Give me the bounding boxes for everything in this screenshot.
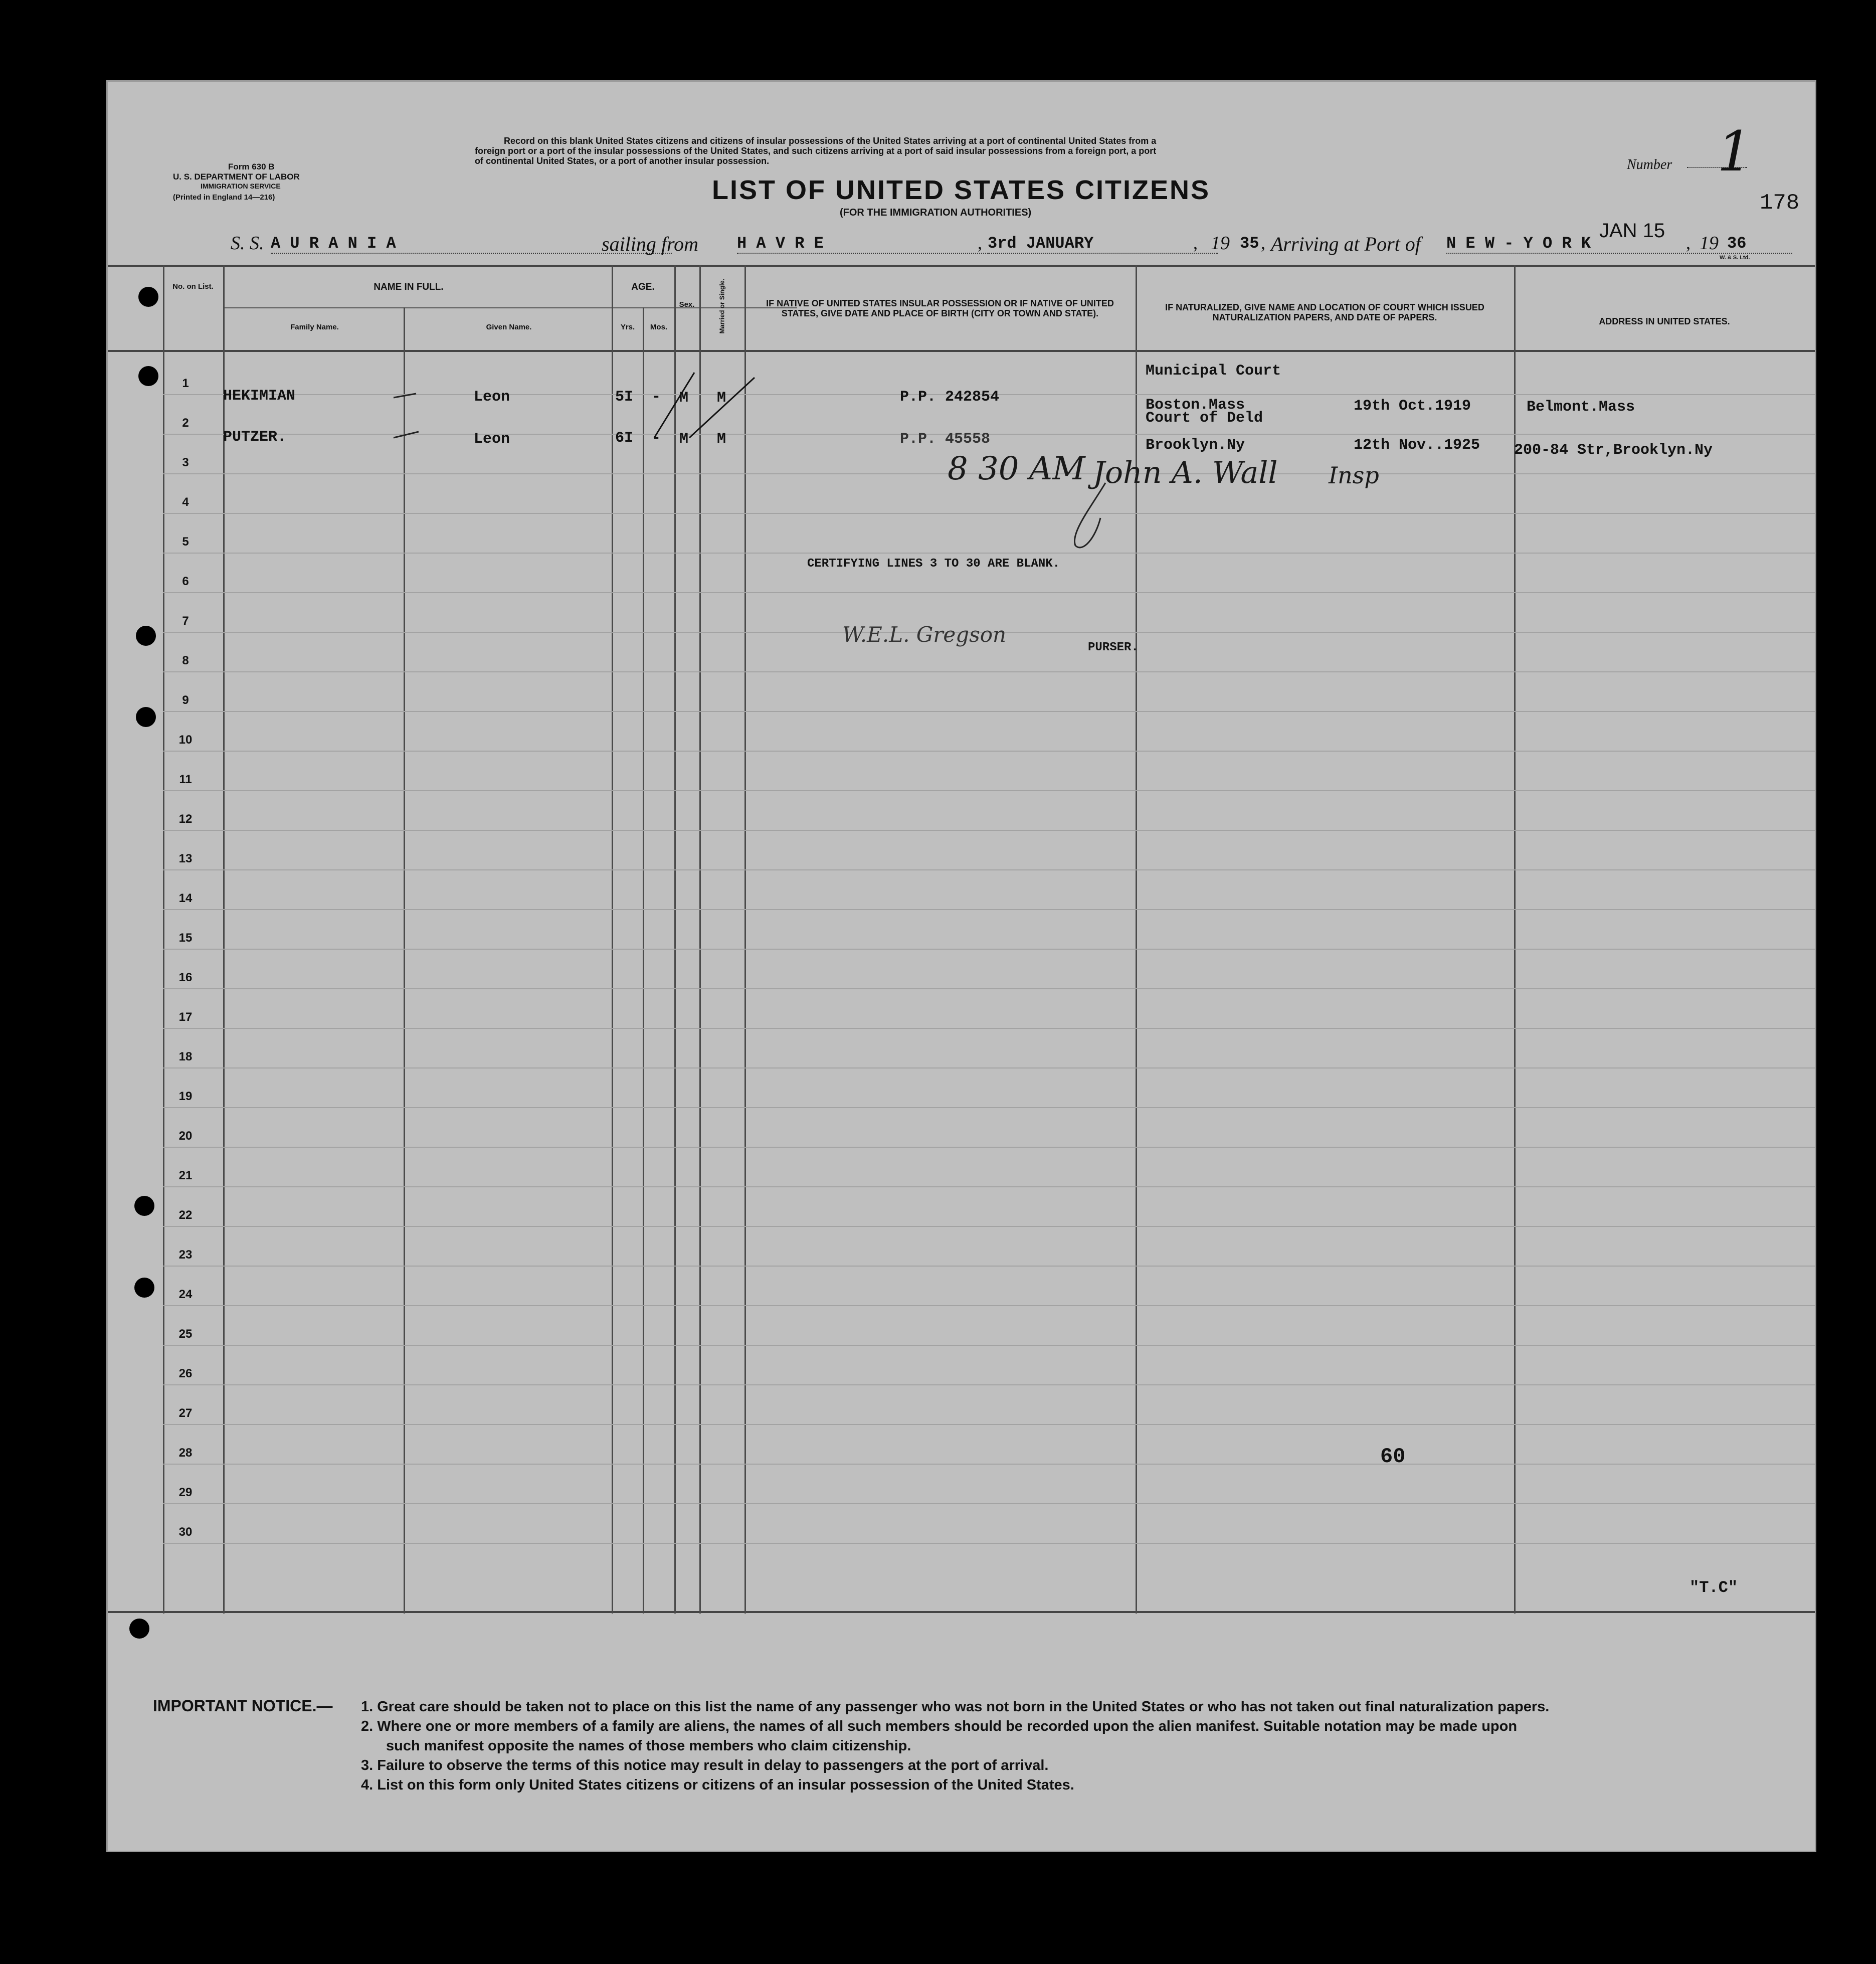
col-line-native <box>744 265 746 1614</box>
punch-hole <box>129 1619 149 1639</box>
header-subdivider <box>223 307 797 308</box>
line-number: 19 <box>178 1090 193 1103</box>
header-naturalized: IF NATURALIZED, GIVE NAME AND LOCATION OF COURT WHICH ISSUED NATURALIZATION PAPERS, AND DATE OF PAPERS. <box>1165 302 1484 322</box>
row-line <box>163 711 1815 712</box>
line-number: 18 <box>178 1050 193 1063</box>
row-line <box>163 1266 1815 1267</box>
purser-label: PURSER. <box>1088 641 1139 654</box>
row-1-given-name: Leon <box>474 389 510 406</box>
line-number: 10 <box>178 733 193 747</box>
certifying-note: CERTIFYING LINES 3 TO 30 ARE BLANK. <box>807 557 1060 571</box>
row-line <box>163 988 1815 989</box>
row-line <box>163 869 1815 870</box>
row-1-address: Belmont.Mass <box>1527 399 1635 416</box>
header-sex: Sex. <box>679 300 695 309</box>
row-1-court-name: Municipal Court <box>1146 363 1281 380</box>
departure-date: 3rd JANUARY <box>988 234 1218 254</box>
tick-marks <box>639 363 760 443</box>
row-1-marital: M <box>717 390 726 407</box>
line-number: 25 <box>178 1327 193 1341</box>
year-prefix-2: 19 <box>1700 233 1719 254</box>
line-number: 22 <box>178 1208 193 1222</box>
page-title: LIST OF UNITED STATES CITIZENS <box>712 175 1210 205</box>
row-1-court-date: 19th Oct.1919 <box>1354 398 1471 415</box>
line-number: 17 <box>178 1010 193 1024</box>
row-line <box>163 830 1815 831</box>
inspector-signature: John A. Wall <box>1093 455 1278 490</box>
line-number: 21 <box>178 1169 193 1182</box>
line-number: 2 <box>182 416 189 430</box>
row-line <box>163 1503 1815 1504</box>
arrival-year: 36 <box>1727 234 1747 253</box>
row-line <box>163 1147 1815 1148</box>
row-line <box>163 790 1815 791</box>
line-number: 5 <box>182 535 189 549</box>
purser-signature: W.E.L. Gregson <box>842 622 1007 647</box>
row-line <box>163 909 1815 910</box>
instruction-line-1: Record on this blank United States citizens and citizens of insular possessions of the United States arriving at a port of continental United States from a <box>504 136 1157 146</box>
row-1-age-yrs: 5I <box>615 389 634 406</box>
col-line-sex <box>674 265 676 1614</box>
line-number: 8 <box>182 654 189 667</box>
line-number: 15 <box>178 931 193 945</box>
notice-item-2: 2. Where one or more members of a family are aliens, the names of all such members should be recorded upon the alien manifest. Suitable notation may be made upon <box>361 1718 1518 1734</box>
number-label: Number <box>1627 157 1672 172</box>
page-stamp: 178 <box>1760 191 1800 216</box>
notice-item-1: 1. Great care should be taken not to place on this list the name of any passenger who was not born in the United States or who has not taken out final naturalization papers. <box>361 1699 1550 1715</box>
line-number: 12 <box>178 812 193 826</box>
row-line <box>163 1543 1815 1544</box>
row-2-native: P.P. 45558 <box>900 431 991 448</box>
inspector-suffix: Insp <box>1329 462 1379 489</box>
table-top-border <box>108 265 1815 267</box>
row-line <box>163 671 1815 672</box>
line-number: 1 <box>182 377 189 390</box>
year-prefix-1: 19 <box>1211 233 1230 254</box>
row-2-sex: M <box>679 431 689 448</box>
row-2-family-name: PUTZER. <box>223 429 287 446</box>
ship-name: A U R A N I A <box>271 234 672 254</box>
row-line <box>163 949 1815 950</box>
line-number: 23 <box>178 1248 193 1262</box>
header-given-name: Given Name. <box>486 323 532 331</box>
count-stamp: 60 <box>1380 1445 1406 1469</box>
printed-note: (Printed in England 14—216) <box>173 193 275 202</box>
header-yrs: Yrs. <box>620 323 635 331</box>
row-line <box>163 592 1815 593</box>
row-line <box>163 1186 1815 1187</box>
line-number: 3 <box>182 456 189 469</box>
row-line <box>163 1067 1815 1068</box>
row-line <box>163 1226 1815 1227</box>
line-number: 9 <box>182 693 189 707</box>
header-address: ADDRESS IN UNITED STATES. <box>1599 316 1730 326</box>
line-number: 4 <box>182 495 189 509</box>
row-line <box>163 1107 1815 1108</box>
row-2-court-date: 12th Nov..1925 <box>1354 437 1480 454</box>
col-line-mos <box>643 307 644 1614</box>
row-2-court-location: Brooklyn.Ny <box>1146 437 1245 454</box>
time-note: 8 30 AM <box>948 450 1085 487</box>
punch-hole <box>134 1196 154 1216</box>
arrival-stamp: JAN 15 <box>1599 220 1665 242</box>
row-2-marital: M <box>717 431 726 448</box>
number-value: 1 <box>1717 119 1752 184</box>
row-line <box>163 1345 1815 1346</box>
header-mos: Mos. <box>650 323 668 331</box>
row-line <box>163 1464 1815 1465</box>
notice-item-3: 3. Failure to observe the terms of this notice may result in delay to passengers at the port of arrival. <box>361 1757 1049 1773</box>
header-age: AGE. <box>631 282 655 292</box>
line-number: 6 <box>182 575 189 588</box>
line-number: 30 <box>178 1525 193 1539</box>
header-bottom-border <box>108 350 1815 352</box>
departure-year: 35 <box>1240 234 1259 253</box>
row-1-native: P.P. 242854 <box>900 389 1000 406</box>
row-line <box>163 1384 1815 1385</box>
header-family-name: Family Name. <box>290 323 339 331</box>
ss-label: S. S. <box>231 233 264 254</box>
line-number: 24 <box>178 1288 193 1301</box>
line-number: 29 <box>178 1486 193 1499</box>
row-2-given-name: Leon <box>474 431 510 448</box>
col-line-given <box>404 307 405 1614</box>
signature-flourish <box>1060 478 1120 553</box>
punch-hole <box>136 626 156 646</box>
line-number: 13 <box>178 852 193 865</box>
header-married-single: Married or Single. <box>718 278 726 334</box>
line-number: 26 <box>178 1367 193 1380</box>
instruction-line-2: foreign port or a port of the insular possessions of the United States, and such citizens arriving at a port of said insular possessions from a foreign port, a port <box>475 146 1157 156</box>
notice-item-2-cont: such manifest opposite the names of those members who claim citizenship. <box>386 1738 911 1754</box>
manifest-sheet: Form 630 B U. S. DEPARTMENT OF LABOR IMMIGRATION SERVICE (Printed in England 14—216) Record on this blank United States citizens and citizens of insular possessions of the United States arriving at a port of continental United States from a foreign port or a port of the insular possessions of the United States, and such citizens arriving at a port of said insular possessions from a foreign port, a port of continental United States, or a port of another insular possession. LIST OF UNITED STATES CITIZENS (FOR THE IMMIGRATION AUTHORITIES) Number 1 178 S. S. A U R A N I A sailing from H A V R E , 3rd JANUARY , 19 35 , Arriving at Port of N E W - Y O R K JAN 15 , 19 36 W. & S. Ltd. No. on List. NAME IN FULL. Family Name. Given Name. AGE. Yrs. Mos. Sex. Married or Single. IF NATIVE OF UNITED STATES INSULAR POSSESSION OR IF NATIVE OF UNITED STATES, GIVE DATE AND PLACE OF BIRTH (CITY OR TOWN AND STATE). IF NATURALIZED, GIVE NAME AND LOCATION OF COURT WHICH ISSUED NATURALIZATION PAPERS, AND DATE OF PAPERS. ADDRESS IN UNITED STATES. 1 2 3 4 5 6 7 8 9 10 11 12 13 14 15 16 17 18 19 20 21 22 23 24 25 26 27 28 29 30 HEKIMIAN Leon 5I - M M P.P. 242854 Municipal Court Boston.Mass 19th Oct.1919 Belmont.Mass PUTZER. Leon 6I - M M P.P. 45558 Court of Deld Brooklyn.Ny 12th Nov..1925 200-84 Str,Brooklyn.Ny 8 30 AM John A. Wall Insp CERTIFYING LINES 3 TO 30 ARE BLANK. W.E.L. Gregson PURSER. 60 "T.C" IMPORTANT NOTICE.— 1. Great care should be taken not to place on this list the name of any passenger who was not born in the United States or who has not taken out final naturalization papers. 2. Where one or more members of a family are aliens, the names of all such members should be recorded upon the alien manifest. Suitable notation may be made upon such manifest opposite the names of those members who claim citizenship. 3. Failure to observe the terms of this notice may result in delay to passengers at the port of arrival. 4. List on this form only United States citizens or citizens of an insular possession of the United States. <box>106 80 1816 1852</box>
col-line-family <box>223 265 225 1614</box>
line-number: 11 <box>179 773 192 786</box>
row-2-age-mos: - <box>652 430 661 447</box>
form-number: Form 630 B <box>228 162 275 171</box>
row-2-address: 200-84 Str,Brooklyn.Ny <box>1514 442 1713 459</box>
col-line-yrs <box>612 265 613 1614</box>
row-line <box>163 1424 1815 1425</box>
line-number: 14 <box>178 891 193 905</box>
header-name-in-full: NAME IN FULL. <box>373 282 444 292</box>
row-2-court-name: Court of Deld <box>1146 410 1263 427</box>
dash-marks <box>389 388 424 443</box>
line-number: 28 <box>178 1446 193 1460</box>
notice-heading: IMPORTANT NOTICE.— <box>153 1697 333 1715</box>
punch-hole <box>134 1278 154 1298</box>
line-number: 27 <box>178 1406 193 1420</box>
row-line <box>163 1305 1815 1306</box>
page-subtitle: (FOR THE IMMIGRATION AUTHORITIES) <box>840 207 1032 218</box>
row-1-court-location: Boston.Mass <box>1146 397 1245 414</box>
arriving-label: Arriving at Port of <box>1271 233 1421 255</box>
arrival-port: N E W - Y O R K <box>1446 234 1792 254</box>
line-number: 16 <box>178 971 193 984</box>
punch-hole <box>138 287 158 307</box>
printer-mark: W. & S. Ltd. <box>1720 255 1750 261</box>
punch-hole <box>136 707 156 727</box>
line-number: 20 <box>178 1129 193 1143</box>
department: U. S. DEPARTMENT OF LABOR <box>173 172 300 182</box>
row-line <box>163 1028 1815 1029</box>
from-port: H A V R E <box>737 234 998 254</box>
sailing-label: sailing from <box>602 233 698 255</box>
tc-mark: "T.C" <box>1690 1578 1738 1597</box>
row-line <box>163 751 1815 752</box>
row-1-family-name: HEKIMIAN <box>223 388 296 405</box>
row-line <box>163 513 1815 514</box>
header-no: No. on List. <box>172 282 214 291</box>
notice-item-4: 4. List on this form only United States citizens or citizens of an insular possession of the United States. <box>361 1777 1074 1793</box>
row-1-sex: M <box>679 390 689 407</box>
punch-hole <box>138 366 158 386</box>
instruction-line-3: of continental United States, or a port of another insular possession. <box>475 156 770 166</box>
header-native: IF NATIVE OF UNITED STATES INSULAR POSSESSION OR IF NATIVE OF UNITED STATES, GIVE DATE AND PLACE OF BIRTH (CITY OR TOWN AND STATE). <box>766 298 1114 318</box>
service: IMMIGRATION SERVICE <box>201 182 281 190</box>
row-line <box>163 553 1815 554</box>
col-line-married <box>699 265 701 1614</box>
col-line-address <box>1514 265 1516 1614</box>
row-1-age-mos: - <box>652 389 661 406</box>
table-bottom-border <box>108 1611 1815 1613</box>
line-number: 7 <box>182 614 189 628</box>
row-2-age-yrs: 6I <box>615 430 634 447</box>
